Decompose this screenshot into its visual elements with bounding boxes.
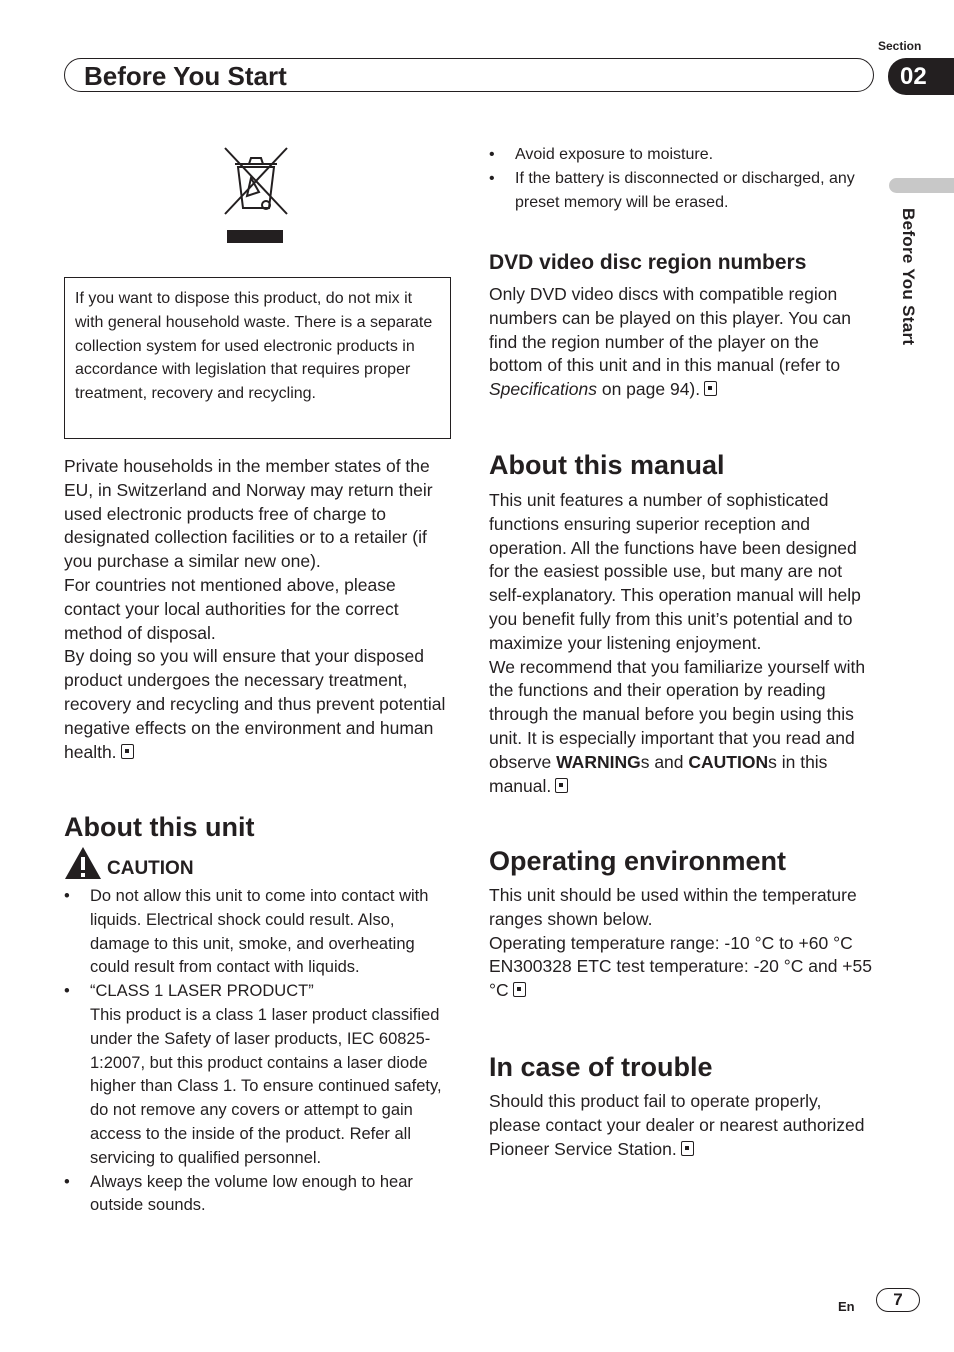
paragraph-text: By doing so you will ensure that your disposed product undergoes the necessary treatment, recovery and recycling and thus prevent potential negative effects on the environment and human health. [64,646,446,762]
paragraph: For countries not mentioned above, please contact your local authorities for the correct method of disposal. [64,574,399,643]
paragraph [489,656,877,799]
list-item-text: “CLASS 1 LASER PRODUCT” [90,982,314,1001]
list-item [64,1171,454,1219]
paragraph: This unit features a number of sophisticated functions ensuring superior reception and operation. All the functions have been designed for the easiest possible use, but many are not self-explanatory. This operation manual will help you benefit fully from this unit’s potential and to maximize your listening enjoyment. [489,490,861,653]
caution-keyword: CAUTION [688,751,769,772]
paragraph: Private households in the member states of the EU, in Switzerland and Norway may return their used electronic products free of charge to designated collection facilities or to a retailer (if you purchase a similar new one). [64,456,433,572]
test-temperature-text: EN300328 ETC test temperature: -20 °C and +55 °C [489,956,872,1001]
paragraph-text: s in this manual. [489,751,828,796]
about-manual-text [489,489,877,798]
section-number-badge: 02 [888,58,954,95]
list-item-text: Do not allow this unit to come into contact with liquids. Electrical shock could result. Also, damage to this unit, smoke, and overheating could result from contact with liquids. [90,887,429,977]
end-of-section-icon [704,381,717,396]
list-item-text: Avoid exposure to moisture. [515,146,714,163]
end-of-section-icon [681,1141,694,1156]
disposal-notice-box [64,277,451,439]
operating-environment-heading: Operating environment [489,846,787,876]
caution-label: CAUTION [107,858,194,879]
page-title: Before You Start [84,61,287,91]
page-number: 7 [876,1288,920,1312]
specifications-reference: Specifications [489,379,597,400]
side-section-label: Before You Start [899,208,918,346]
caution-label-row [64,846,194,880]
dvd-region-heading: DVD video disc region numbers [489,251,807,274]
laser-text: This product is a class 1 laser product classified under the Safety of laser products, IEC 60825-1:2007, but this product contains a laser diode higher than Class 1. To ensure continued safety, do not remove any covers or attempt to gain access to the inside of the product. Refer all servicing to qualified personnel. [90,1005,442,1167]
crossed-out-wheelie-bin-icon [221,146,291,251]
trouble-heading: In case of trouble [489,1052,713,1082]
dvd-region-text-a: Only DVD video discs with compatible region numbers can be played on this player. You can find the region number of the player on the bottom of this unit and in this manual (refer to [489,284,851,376]
about-manual-heading: About this manual [489,450,725,480]
side-tab-marker [889,178,954,193]
list-item-text: Always keep the volume low enough to hear outside sounds. [90,1172,413,1215]
list-item [64,885,454,980]
disposal-info [64,455,452,764]
list-item [64,980,454,1170]
battery-notes-list [489,143,861,214]
dvd-region-text-b: on page 94). [596,379,701,400]
trouble-text [489,1090,877,1161]
paragraph [64,645,452,764]
language-code: En [838,1299,855,1314]
paragraph-text: Should this product fail to operate properly, please contact your dealer or nearest authorized Pioneer Service Station. [489,1091,865,1159]
test-temperature [489,955,877,1003]
paragraph-text: s and [640,751,689,772]
list-item-text: If the battery is disconnected or discharged, any preset memory will be erased. [515,169,855,211]
temperature-range: Operating temperature range: -10 °C to +60 °C [489,932,853,953]
disposal-notice-text: If you want to dispose this product, do not mix it with general household waste. There is a separate collection system for used electronic products in accordance with legislation that requires proper treatment, recovery and recycling. [75,290,433,403]
list-item [489,143,861,167]
warning-triangle-icon [64,846,102,880]
operating-environment-text [489,884,877,1003]
end-of-section-icon [555,778,568,793]
about-unit-heading: About this unit [64,812,255,842]
section-label: Section [878,39,922,53]
warning-keyword: WARNING [556,751,641,772]
end-of-section-icon [513,982,526,997]
paragraph-text: We recommend that you familiarize yourself with the functions and their operation by reading through the manual before you begin using this unit. It is especially important that you read and observe [489,656,866,772]
dvd-region-text [489,283,877,402]
list-item [489,167,861,215]
caution-list [64,885,454,1218]
paragraph: This unit should be used within the temperature ranges shown below. [489,885,857,929]
end-of-section-icon [121,744,134,759]
